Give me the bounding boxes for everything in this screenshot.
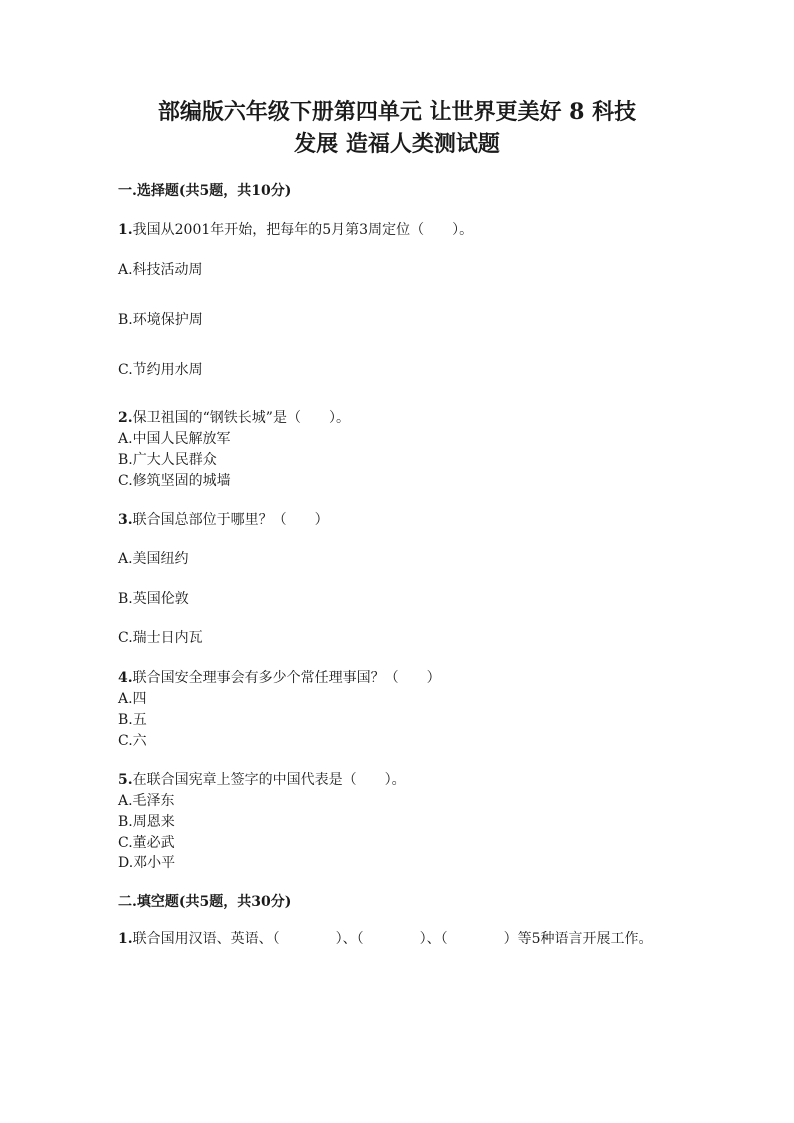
question-text: 联合国安全理事会有多少个常任理事国？（ ） xyxy=(132,670,441,686)
question-1 xyxy=(118,219,473,239)
question-number: 2. xyxy=(118,410,133,426)
q5-option-b: B.周恩来 xyxy=(118,814,175,830)
question-text: 在联合国宪章上签字的中国代表是（ ）。 xyxy=(132,772,406,788)
page-title-line2: 发展 造福人类测试题 xyxy=(294,131,500,157)
section1-heading: 一.选择题(共5题，共10分) xyxy=(118,183,292,199)
question-number: 1. xyxy=(118,931,133,947)
q4-option-a: A.四 xyxy=(118,691,147,707)
question-number: 3. xyxy=(118,512,133,528)
question-number: 4. xyxy=(118,670,133,686)
q2-option-a: A.中国人民解放军 xyxy=(118,431,231,447)
question-number: 5. xyxy=(118,772,133,788)
q1-option-b: B.环境保护周 xyxy=(118,312,203,328)
page-title-line1: 部编版六年级下册第四单元 让世界更美好 8 科技 xyxy=(157,99,637,125)
q3-option-a: A.美国纽约 xyxy=(118,551,189,567)
q3-option-b: B.英国伦敦 xyxy=(118,591,189,607)
q5-option-d: D.邓小平 xyxy=(118,855,176,871)
question-text: 联合国总部位于哪里？（ ） xyxy=(132,512,329,528)
question-text: 我国从2001年开始，把每年的5月第3周定位（ ）。 xyxy=(132,222,474,238)
q5-option-c: C.董必武 xyxy=(118,835,175,851)
q1-option-a: A.科技活动周 xyxy=(118,262,203,278)
question-text: 联合国用汉语、英语、（ ）、（ ）、（ ）等5种语言开展工作。 xyxy=(132,931,653,947)
question-3 xyxy=(118,509,329,529)
q5-option-a: A.毛泽东 xyxy=(118,793,175,809)
question-4 xyxy=(118,667,441,687)
q2-option-c: C.修筑坚固的城墙 xyxy=(118,473,231,489)
question-number: 1. xyxy=(118,222,133,238)
q1-option-c: C.节约用水周 xyxy=(118,362,203,378)
section2-heading: 二.填空题(共5题，共30分) xyxy=(118,894,292,910)
q4-option-c: C.六 xyxy=(118,733,147,749)
fill-question-1 xyxy=(118,929,678,950)
q2-option-b: B.广大人民群众 xyxy=(118,452,217,468)
q4-option-b: B.五 xyxy=(118,712,147,728)
question-2 xyxy=(118,407,350,427)
q3-option-c: C.瑞士日内瓦 xyxy=(118,630,203,646)
question-5 xyxy=(118,769,406,789)
question-text: 保卫祖国的“钢铁长城”是（ ）。 xyxy=(132,410,350,426)
